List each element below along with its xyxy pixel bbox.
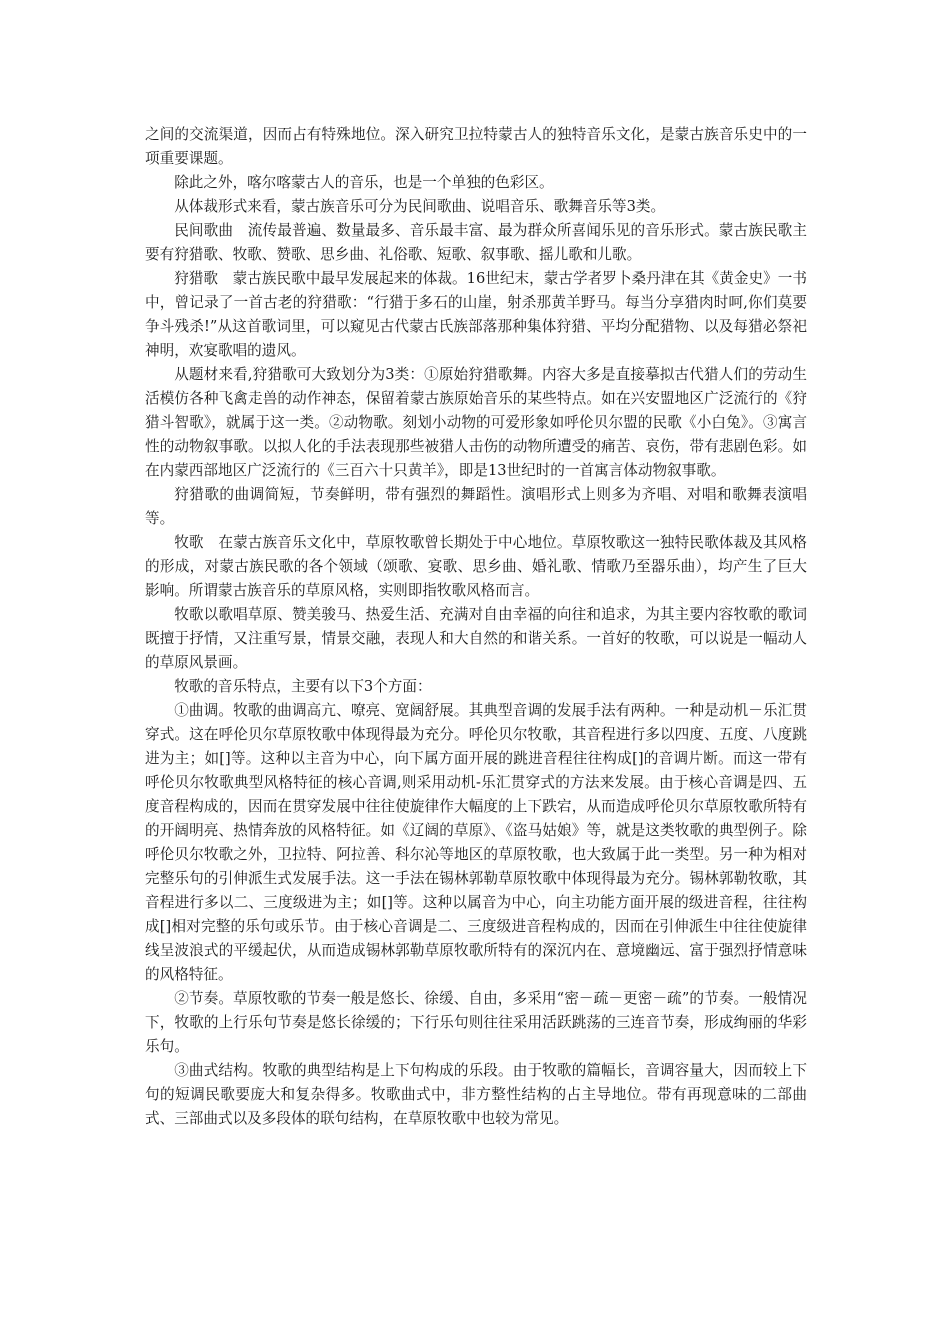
paragraph-11: ①曲调。牧歌的曲调高亢、嘹亮、宽阔舒展。其典型音调的发展手法有两种。一种是动机－乐汇贯穿式。这在呼伦贝尔草原牧歌中体现得最为充分。呼伦贝尔牧歌，其音程进行多以四度、五度、八度跳进为主；如[]等。这种以主音为中心，向下属方面开展的跳进音程往往构成[]的音调片断。而这一带有呼伦贝尔牧歌典型风格特征的核心音调,则采用动机-乐汇贯穿式的方法来发展。由于核心音调是四、五度音程构成的，因而在贯穿发展中往往使旋律作大幅度的上下跌宕，从而造成呼伦贝尔草原牧歌所特有的开阔明亮、热情奔放的风格特征。如《辽阔的草原》、《盗马姑娘》等，就是这类牧歌的典型例子。除呼伦贝尔牧歌之外，卫拉特、阿拉善、科尔沁等地区的草原牧歌，也大致属于此一类型。另一种为相对完整乐句的引伸派生式发展手法。这一手法在锡林郭勒草原牧歌中体现得最为充分。锡林郭勒牧歌，其音程进行多以二、三度级进为主；如[]等。这种以属音为中心，向主功能方面开展的级进音程，往往构成[]相对完整的乐句或乐节。由于核心音调是二、三度级进音程构成的，因而在引伸派生中往往使旋律线呈波浪式的平缓起伏，从而造成锡林郭勒草原牧歌所特有的深沉内在、意境幽远、富于强烈抒情意味的风格特征。 — [145, 702, 807, 983]
paragraph-10: 牧歌的音乐特点，主要有以下3个方面： — [174, 678, 432, 695]
paragraph-8: 牧歌 在蒙古族音乐文化中，草原牧歌曾长期处于中心地位。草原牧歌这一独特民歌体裁及其风格的形成，对蒙古族民歌的各个领域（颂歌、宴歌、思乡曲、婚礼歌、情歌乃至器乐曲），均产生了巨大影响。所谓蒙古族音乐的草原风格，实则即指牧歌风格而言。 — [145, 534, 807, 599]
paragraph-7: 狩猎歌的曲调简短，节奏鲜明，带有强烈的舞蹈性。演唱形式上则多为齐唱、对唱和歌舞表演唱等。 — [145, 486, 807, 527]
paragraph-4: 民间歌曲 流传最普遍、数量最多、音乐最丰富、最为群众所喜闻乐见的音乐形式。蒙古族民歌主要有狩猎歌、牧歌、赞歌、思乡曲、礼俗歌、短歌、叙事歌、摇儿歌和儿歌。 — [145, 222, 807, 263]
paragraph-9: 牧歌以歌唱草原、赞美骏马、热爱生活、充满对自由幸福的向往和追求，为其主要内容牧歌的歌词既擅于抒情，又注重写景，情景交融，表现人和大自然的和谐关系。一首好的牧歌，可以说是一幅动人的草原风景画。 — [145, 606, 807, 671]
document-page — [145, 123, 807, 1131]
paragraph-12: ②节奏。草原牧歌的节奏一般是悠长、徐缓、自由，多采用“密－疏－更密－疏”的节奏。一般情况下，牧歌的上行乐句节奏是悠长徐缓的；下行乐句则往往采用活跃跳荡的三连音节奏，形成绚丽的华彩乐句。 — [145, 990, 807, 1055]
paragraph-1: 之间的交流渠道，因而占有特殊地位。深入研究卫拉特蒙古人的独特音乐文化，是蒙古族音乐史中的一项重要课题。 — [145, 126, 807, 167]
paragraph-6: 从题材来看,狩猎歌可大致划分为3类：①原始狩猎歌舞。内容大多是直接摹拟古代猎人们的劳动生活模仿各种飞禽走兽的动作神态，保留着蒙古族原始音乐的某些特点。如在兴安盟地区广泛流行的《狩猎斗智歌》，就属于这一类。②动物歌。刻划小动物的可爱形象如呼伦贝尔盟的民歌《小白兔》。③寓言性的动物叙事歌。以拟人化的手法表现那些被猎人击伤的动物所遭受的痛苦、哀伤，带有悲剧色彩。如在内蒙西部地区广泛流行的《三百六十只黄羊》，即是13世纪时的一首寓言体动物叙事歌。 — [145, 366, 807, 479]
paragraph-13: ③曲式结构。牧歌的典型结构是上下句构成的乐段。由于牧歌的篇幅长，音调容量大，因而较上下句的短调民歌要庞大和复杂得多。牧歌曲式中，非方整性结构的占主导地位。带有再现意味的二部曲式、三部曲式以及多段体的联句结构，在草原牧歌中也较为常见。 — [145, 1062, 807, 1127]
paragraph-2: 除此之外，喀尔喀蒙古人的音乐，也是一个单独的色彩区。 — [174, 174, 554, 191]
paragraph-5: 狩猎歌 蒙古族民歌中最早发展起来的体裁。16世纪末，蒙古学者罗卜桑丹津在其《黄金史》一书中，曾记录了一首古老的狩猎歌：“行猎于多石的山崖，射杀那黄羊野马。每当分享猎肉时呵,你们莫要争斗残杀!”从这首歌词里，可以窥见古代蒙古氏族部落那种集体狩猎、平均分配猎物、以及每猎必祭祀神明，欢宴歌唱的遗风。 — [145, 270, 807, 359]
paragraph-3: 从体裁形式来看，蒙古族音乐可分为民间歌曲、说唱音乐、歌舞音乐等3类。 — [174, 198, 666, 215]
